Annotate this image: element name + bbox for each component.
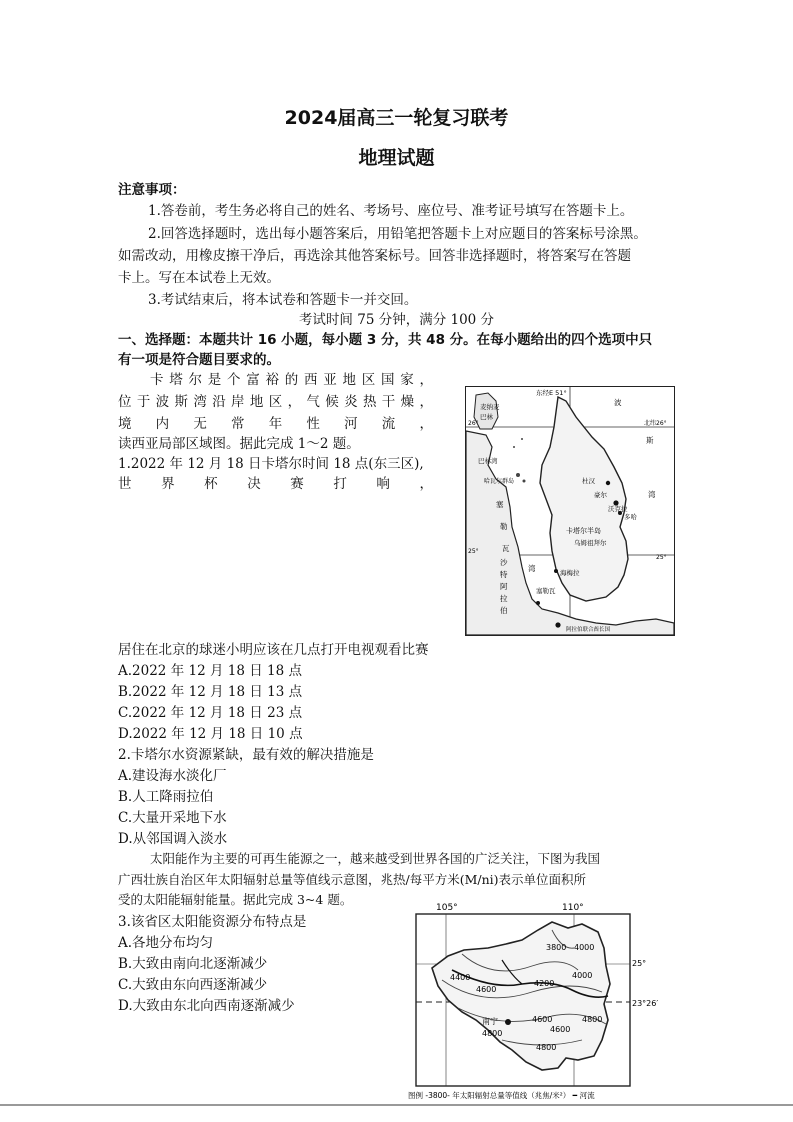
- svg-text:沃克拉: 沃克拉: [608, 505, 628, 513]
- map2-legend: 图例 -3800- 年太阳辐射总量等值线（兆焦/米²） ━ 河流: [408, 1091, 595, 1100]
- svg-text:阿: 阿: [500, 582, 508, 591]
- notice-item-2: 2.回答选择题时，选出每小题答案后，用铅笔把答题卡上对应题目的答案标号涂黑。: [148, 226, 647, 242]
- svg-text:勒: 勒: [500, 522, 508, 531]
- qatar-map-svg: [466, 387, 674, 635]
- svg-text:海梅拉: 海梅拉: [560, 569, 580, 577]
- passage-2-line-2: 广西壮族自治区年太阳辐射总量等值线示意图，兆热/每平方米(M/ni)表示单位面积所: [118, 872, 587, 887]
- section-1-heading: 一、选择题：本题共计 16 小题，每小题 3 分，共 48 分。在每小题给出的四个选项中只: [118, 332, 653, 348]
- q1-option-a[interactable]: A.2022 年 12 月 18 日 18 点: [118, 663, 302, 679]
- svg-text:豪尔: 豪尔: [594, 491, 607, 499]
- q2-option-a[interactable]: A.建设海水淡化厂: [118, 768, 227, 784]
- q1-stem-cont: 世界杯决赛打响，: [118, 476, 433, 492]
- svg-text:23°26′: 23°26′: [632, 999, 659, 1008]
- notice-item-2-cont: 如需改动，用橡皮擦干净后，再选涂其他答案标号。回答非选择题时，将答案写在答题: [118, 248, 631, 264]
- svg-text:南宁: 南宁: [482, 1017, 498, 1026]
- q3-option-a[interactable]: A.各地分布均匀: [118, 935, 214, 951]
- q2-option-b[interactable]: B.人工降雨拉伯: [118, 789, 214, 805]
- svg-text:4600: 4600: [550, 1025, 571, 1034]
- svg-text:26°: 26°: [468, 420, 479, 427]
- svg-text:阿拉伯联合酋长国: 阿拉伯联合酋长国: [566, 627, 611, 633]
- svg-text:多哈: 多哈: [624, 513, 637, 521]
- exam-title: 2024届高三一轮复习联考: [284, 107, 509, 129]
- q3-option-d[interactable]: D.大致由东北向西南逐渐减少: [118, 998, 295, 1014]
- passage-1-line-2: 位于波斯湾沿岸地区，气候炎热干燥，: [118, 394, 433, 410]
- svg-text:巴林: 巴林: [480, 413, 493, 421]
- svg-text:25°: 25°: [632, 959, 647, 968]
- svg-text:卡塔尔半岛: 卡塔尔半岛: [566, 527, 601, 535]
- svg-text:4600: 4600: [532, 1015, 553, 1024]
- svg-text:特: 特: [500, 570, 508, 579]
- passage-1-line-4: 读西亚局部区域图。据此完成 1～2 题。: [118, 436, 360, 452]
- svg-text:杜汉: 杜汉: [582, 477, 595, 485]
- svg-text:4800: 4800: [536, 1043, 557, 1052]
- q1-option-b[interactable]: B.2022 年 12 月 18 日 13 点: [118, 684, 303, 700]
- q1-stem-end: 居住在北京的球迷小明应该在几点打开电视观看比赛: [118, 642, 429, 658]
- svg-text:斯: 斯: [646, 436, 654, 445]
- notice-item-3: 3.考试结束后，将本试卷和答题卡一并交回。: [148, 292, 418, 308]
- passage-2-line-3: 受的太阳能辐射能量。据此完成 3~4 题。: [118, 892, 353, 907]
- svg-text:4000: 4000: [572, 971, 593, 980]
- svg-text:4800: 4800: [582, 1015, 603, 1024]
- svg-text:4400: 4400: [450, 973, 471, 982]
- svg-text:25°: 25°: [656, 554, 667, 561]
- svg-text:湾: 湾: [528, 564, 536, 573]
- q2-option-d[interactable]: D.从邻国调入淡水: [118, 831, 228, 847]
- svg-text:105°: 105°: [436, 903, 458, 913]
- section-1-heading-cont: 有一项是符合题目要求的。: [118, 352, 280, 368]
- svg-text:110°: 110°: [562, 903, 584, 913]
- subject-title: 地理试题: [358, 147, 435, 169]
- q2-option-c[interactable]: C.大量开采地下水: [118, 810, 227, 826]
- notice-item-1: 1.答卷前，考生务必将自己的姓名、考场号、座位号、准考证号填写在答题卡上。: [148, 203, 634, 219]
- q1-stem: 1.2022 年 12 月 18 日卡塔尔时间 18 点(东三区),: [118, 456, 424, 472]
- svg-text:4000: 4000: [574, 943, 595, 952]
- svg-text:沙: 沙: [500, 558, 508, 567]
- q3-stem: 3.该省区太阳能资源分布特点是: [118, 914, 307, 930]
- q3-option-c[interactable]: C.大致由东向西逐渐减少: [118, 977, 268, 993]
- guangxi-map-svg: [402, 900, 664, 1104]
- svg-text:乌姆祖拜尔: 乌姆祖拜尔: [574, 539, 607, 547]
- q2-stem: 2.卡塔尔水资源紧缺，最有效的解决措施是: [118, 747, 374, 763]
- svg-text:波: 波: [614, 398, 622, 407]
- svg-text:伯: 伯: [500, 606, 508, 615]
- svg-text:麦纳麦: 麦纳麦: [480, 403, 500, 411]
- svg-text:北纬26°: 北纬26°: [644, 420, 667, 427]
- svg-text:25°: 25°: [468, 548, 479, 555]
- q1-option-d[interactable]: D.2022 年 12 月 18 日 10 点: [118, 726, 303, 742]
- svg-text:4600: 4600: [476, 985, 497, 994]
- q3-option-b[interactable]: B.大致由南向北逐渐减少: [118, 956, 268, 972]
- svg-text:湾: 湾: [648, 490, 656, 499]
- svg-text:拉: 拉: [500, 594, 508, 603]
- guangxi-map: [402, 900, 664, 1104]
- svg-text:塞勒瓦: 塞勒瓦: [536, 587, 556, 595]
- svg-text:3800: 3800: [546, 943, 567, 952]
- svg-text:瓦: 瓦: [502, 544, 510, 553]
- notice-item-2-end: 卡上。写在本试卷上无效。: [118, 270, 280, 286]
- passage-1-line-1: 卡塔尔是个富裕的西亚地区国家，: [150, 372, 433, 388]
- q1-option-c[interactable]: C.2022 年 12 月 18 日 23 点: [118, 705, 303, 721]
- exam-time: 考试时间 75 分钟，满分 100 分: [298, 312, 495, 328]
- svg-text:哈瓦尔群岛: 哈瓦尔群岛: [484, 478, 515, 485]
- svg-text:巴林湾: 巴林湾: [478, 457, 498, 465]
- page-bottom-rule: [0, 1104, 793, 1106]
- map1-lon-label: 东经E 51°: [536, 389, 567, 397]
- notice-heading: 注意事项：: [118, 182, 186, 198]
- svg-text:4800: 4800: [482, 1029, 503, 1038]
- passage-2-line-1: 太阳能作为主要的可再生能源之一，越来越受到世界各国的广泛关注，下图为我国: [150, 851, 601, 866]
- svg-text:4200: 4200: [534, 979, 555, 988]
- passage-1-line-3: 境内无常年性河流，: [118, 416, 433, 432]
- qatar-map: [465, 386, 675, 636]
- svg-text:塞: 塞: [496, 500, 504, 509]
